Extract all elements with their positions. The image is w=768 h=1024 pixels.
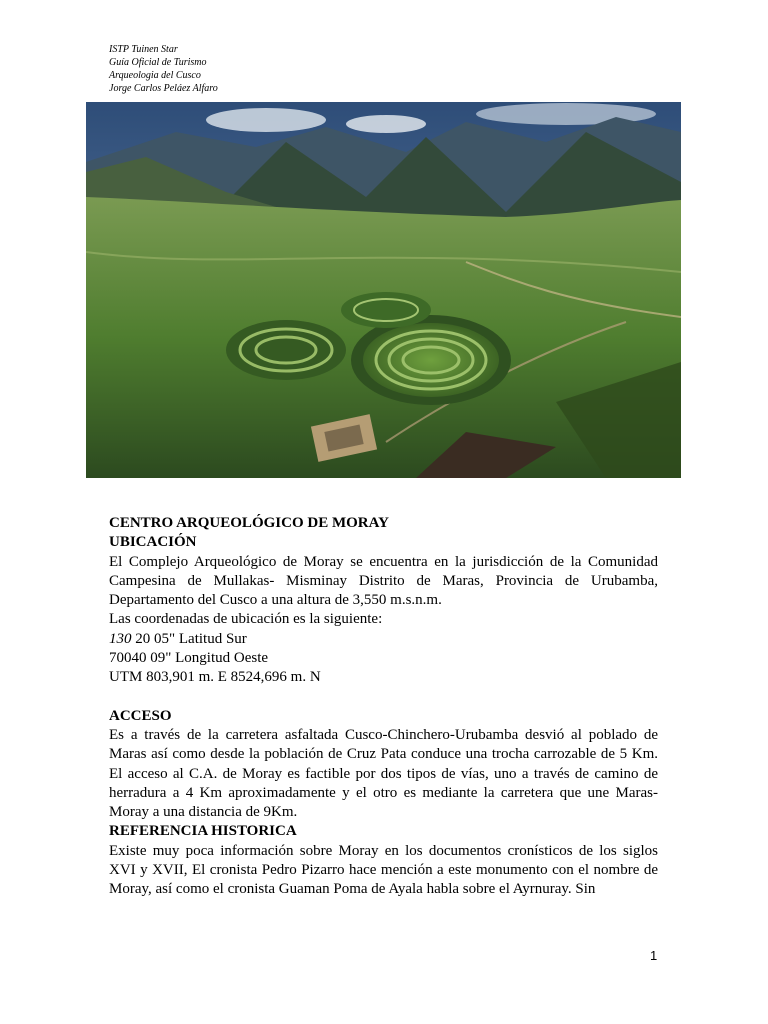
- header-subject: Arqueologia del Cusco: [109, 70, 201, 81]
- paragraph-acceso: Es a través de la carretera asfaltada Cusco-Chinchero-Urubamba desvió al poblado de Maras así como desde la población de Cruz Pata conduce una trocha carrozable de 5 Km. El acceso al C.A. de Moray es factible por dos tipos de vías, uno a través de camino de herradura a 4 Km aproximadamente y el otro es mediante la carretera que une Maras-Moray a una distancia de 9Km.: [109, 726, 658, 821]
- paragraph-referencia: Existe muy poca información sobre Moray en los documentos cronísticos de los siglos XVI y XVII, El cronista Pedro Pizarro hace mención a este monumento con el nombre de Moray, así como el cronista Guaman Poma de Ayala habla sobre el Ayrnuray. Sin: [109, 842, 658, 898]
- document-header: [109, 43, 218, 95]
- header-guide: Guía Oficial de Turismo: [109, 57, 207, 68]
- paragraph-ubicacion: El Complejo Arqueológico de Moray se encuentra en la jurisdicción de la Comunidad Campesina de Mullakas- Misminay Distrito de Maras, Provincia de Urubamba, Departamento del Cusco a una altura de 3,550 m.s.n.m.: [109, 553, 658, 609]
- coord-latitude-text: 20 05" Latitud Sur: [131, 630, 247, 647]
- coord-utm: UTM 803,901 m. E 8524,696 m. N: [109, 669, 321, 686]
- document-body: [109, 514, 658, 900]
- moray-aerial-photo: [86, 102, 681, 478]
- header-institution: ISTP Tuinen Star: [109, 44, 178, 55]
- coord-latitude-number: 130: [109, 630, 132, 647]
- page-number: 1: [650, 948, 658, 963]
- section-heading-ubicacion: UBICACIÓN: [109, 534, 197, 551]
- spacer: [109, 688, 658, 707]
- coord-latitude: [109, 630, 658, 649]
- paragraph-coords-intro: Las coordenadas de ubicación es la siguiente:: [109, 611, 383, 628]
- document-title: CENTRO ARQUEOLÓGICO DE MORAY: [109, 515, 389, 531]
- section-heading-referencia: REFERENCIA HISTORICA: [109, 823, 297, 840]
- section-heading-acceso: ACCESO: [109, 707, 172, 724]
- coord-longitude: 70040 09" Longitud Oeste: [109, 650, 269, 667]
- header-author: Jorge Carlos Peláez Alfaro: [109, 83, 218, 94]
